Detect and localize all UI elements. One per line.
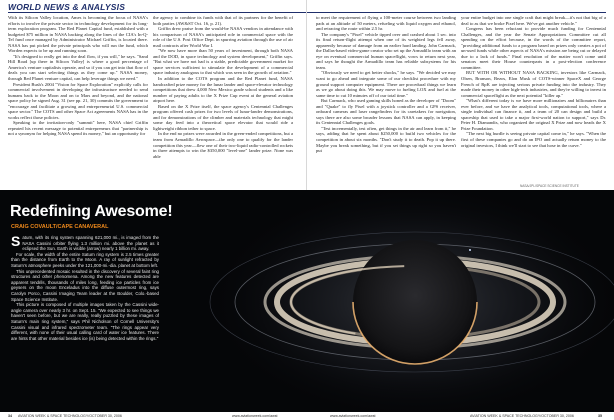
header-rule — [8, 12, 606, 13]
paragraph: For scale, the width of the entire Saturn ring system is 2.5 times greater than the distance from Earth to the Moon. A ray of sunlight refracted by Saturn's atmosphere peeks under the 121,000-mi.-dia. planet at bottom left. — [11, 251, 159, 268]
paragraph: In addition to the COTS program and the Red Planet fund, NASA handcrafted prize money for the lunar lander and space-elevator technology competitions that drew 4,000 New Mexico grade school students and a like number of paying adults to the X Prize Cup event at the general aviation airport here. — [153, 76, 293, 104]
paragraph: "We now have more than 50 years of investment, through both NASA and the DOD, in space technology and system development," Griffin says. "But what we have not had is a stable, predictable government market for space services sufficient to stimulate the development of a commercial space industry analogous to that which was seen in the growth of aviation." — [153, 48, 293, 76]
paragraph: Griffin drew praise from the would-be NASA vendors in attendance with his comparison of NASA's anticipated role in commercial space with the role of the U.S. Post Office Dept. in spurring aviation through the use of air mail contracts after World War I. — [153, 26, 293, 48]
section-title: WORLD NEWS & ANALYSIS — [8, 2, 126, 12]
paragraph: Saturn, with its ring system spanning 621,000 mi., is imaged from the NASA Cassini orbiter flying 1.3 million mi. above the planet as it eclipsed the Sun. Earth is visible (arrow) nearly 1 billion mi. away. — [11, 233, 159, 252]
paragraph: "Test incrementally, test often, get things in the air and learn from it," he says, adding that he spent about $250,000 to build two vehicles for the competition in about six months. "Don't study it to death. Pop it up there. Maybe you break something, but if you set things up right so you haven't put — [316, 125, 456, 154]
left-folio: 34 — [8, 414, 12, 418]
section-header — [0, 0, 614, 12]
byline-location: CAPE CANAVERAL — [57, 224, 109, 230]
paragraph: to meet the requirement of flying a 100-meter course between two landing pads at an altitude of 50 meters, refueling with liquid oxygen and ethanol, and retracing the route within 2.5 hr. — [316, 15, 456, 32]
text-column-4 — [461, 15, 606, 148]
paragraph: "Obviously we need to get better shocks," he says. "We decided we may want to go ahead and integrate some of our checklist procedure with my ground support computer equipment. There are procedural things we learn as we go about doing this. We may move to fueling LOX and fuel at the same time to cut 10 minutes off of our total time." — [316, 70, 456, 98]
drop-cap: S — [11, 233, 21, 249]
byline-author: CRAIG COVAULT — [11, 224, 57, 230]
right-url: www.aviationweek.com/awst — [330, 414, 376, 418]
photo-credit: NASA/JPL/SPACE SCIENCE INSTITUTE — [520, 184, 579, 188]
paragraph: "What's different today is we have more millionaires and billionaires than ever before, and we have the analytical tools, computational tools, where a single individual can finance it, and a team of 20 can design and build a spaceship that used to take a major first-world nation to support," says Dr. Peter H. Diamandis, who organized the original X Prize and now heads the X Prize Foundation. — [461, 98, 606, 131]
paragraph: Speaking to the invitation-only "summit" here, NASA chief Griffin repeated his recent message to potential entrepreneurs that "partnership is not a synonym for helping NASA spend its money," but an opportunity for — [8, 120, 148, 137]
paragraph: BUT WITH OR WITHOUT NASA BACKING, investors like Carmack, Olsen, Branson, Bezos, Elon Musk of COTS-winner SpaceX and George French of RpK are injecting serious private funding into the industry. They made their money in other high-tech industries, and they're willing to invest in commercial spaceflight as the next potential "killer ap." — [461, 70, 606, 98]
earth-dot — [469, 249, 471, 251]
paragraph: With its Silicon Valley location, Ames is becoming the focus of NASA's efforts to involve the private sector in technology development for its long-term exploration program. The Red Planet Capital fund, established with a budgeted $75 million in NASA backing along the lines of the CIA's In-Q-Tel fund once managed by Administrator Michael Griffin, is located there. NASA has put picked the private principals who will run the fund, which Worden expects to be up and running soon. — [8, 15, 148, 54]
text-column-1 — [8, 15, 148, 137]
page-footer — [0, 412, 614, 420]
right-folio: 35 — [598, 414, 602, 418]
paragraph: the agency to combine its funds with that of its partners for the benefit of both parties (AW&ST Oct. 16, p. 21). — [153, 15, 293, 26]
paragraph: In the end no prizes were awarded in the green-ended competitions, but a team from Armadillo Aerospace—the only one to qualify for the lander competition this year—flew one of their two-liquid radio-controlled rockets in three attempts to win the $350,000 "level-one" lander prize. None was able — [153, 131, 293, 159]
paragraph: "It's designed to really get into the deal flow, if you will," he says. "Sand Hill Road [up there in Silicon Valley] is where a good percentage of America's venture capitalists operate, and so if you can get into that flow of deals you can start selecting things as they come up." NASA money, through Red Planet venture capital, can help leverage things we need." — [8, 53, 148, 82]
paragraph: But Carmack, who used gaming skills honed as the developer of "Doom" and "Quake" to fly Pixel with a joystick controller and a GPS receiver, onboard cameras and laser rangefinders for its caretakers for navigation, says there are also some broader lessons that NASA can apply, in keeping its Centennial Challenges goals. — [316, 98, 456, 126]
left-url: www.aviationweek.com/awst — [232, 414, 278, 418]
paragraph: The company's "Pixel" vehicle tipped over and crashed about 1 sec. into its final return-flight attempt when one of its weighted legs fell away, apparently because of damage from an earlier hard landing. John Carmack, the Dallas-based video-game creator who set up the Armadillo team with an eye on eventual commercial human spaceflight, vows to return next year, and says he thought the Armadillo team has reliable subsystems for his team. — [316, 31, 456, 70]
feature-headline: Redefining Awesome! — [10, 203, 173, 220]
right-running-title: AVIATION WEEK & SPACE TECHNOLOGY/OCTOBER 30, 2006 — [470, 414, 574, 418]
paragraph: Based on the X Prize itself, the space agency's Centennial Challenges program offered cash prizes for two levels of lunar-lander demonstrations, and for demonstrations of the climber and materials technology that might some day feed into a theoretical space elevator that would ride a lightweight ribbon tether to space. — [153, 103, 293, 131]
paragraph: This picture is composed of multiple images taken by the Cassini wide-angle camera over nearly 3 hr. on Sept. 15. "We expected to see things we haven't seen before, but we are really, really puzzled by these images of Saturn's main ring system," says Phil Nicholson of Cornell University's Cassini visual and infrared spectrometer team. "The rings appear very different, with none of their usual calling card of water ice features. There are hints that other material besides ice (is) being detected within the rings." — [11, 302, 159, 341]
feature-byline: CRAIG COVAULT/CAPE CANAVERAL — [11, 224, 109, 230]
paragraph: your entire budget into one single craft that might break—it's not that big of a deal to as that we broke Pixel here. We've got another vehicle." — [461, 15, 606, 26]
paragraph: President Bush's 2004 "Vision for Space Exploration" explicitly calls for commercial involvement in developing the infrastructure needed to send humans back to the Moon and on to Mars and beyond, and the national space policy he signed Aug. 31 (see pp. 21, 30) commits the government to "encourage and facilitate a growing and entrepreneurial U.S. commercial space sector." The COTS and other Space Act agreements NASA has in the works reflect those policies. — [8, 81, 148, 120]
feature-body — [11, 235, 159, 341]
text-column-2 — [153, 15, 293, 159]
paragraph: This unprecedented mosaic resulted in the discovery of several faint ring structures and other phenomena. Among the new features detected are apparent tendrils, thousands of miles long, feeding ice particles from ice geysers on the moon Enceladus into the diffuse outermost ring, says Carolyn Porco, Cassini Imaging Team leader at the Boulder, Colo.-based Space Science Institute. — [11, 268, 159, 302]
feature-panel — [0, 190, 614, 412]
paragraph: "The next big hurdle is seeing private capital come in," he says. "When the first of these companies go and do an IPO and actually return money to the original investors, I think we'll start to see that hose in the curve." — [461, 131, 606, 148]
left-running-title: AVIATION WEEK & SPACE TECHNOLOGY/OCTOBER 30, 2006 — [18, 414, 122, 418]
paragraph: Congress has been reluctant to provide much funding for Centennial Challenges, and the year the Senate Appropriations Committee cut all spending on the effort because, in the words of the committee report, "providing additional funds to a program based on prizes only creates a pot of un-used funds while other aspects of NASA's mission are being cut or delayed due to a lack of funds." Final resolution of the matter won't come until senators meet their House counterparts in a post-election conference committee. — [461, 26, 606, 70]
text-column-3 — [316, 15, 456, 154]
